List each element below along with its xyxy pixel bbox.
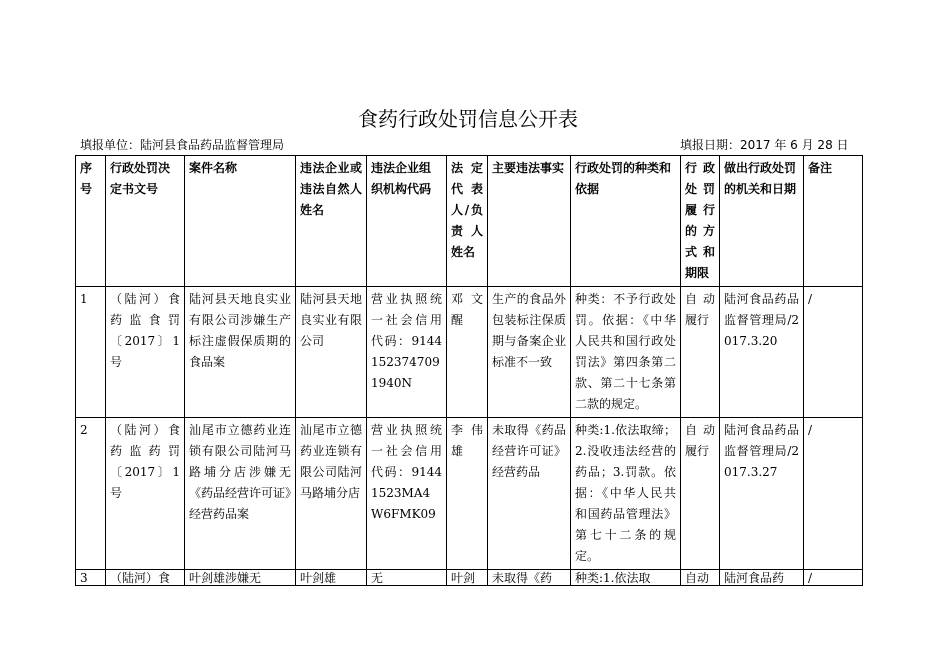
cell-party: 汕尾市立德药业连锁有限公司陆河马路埔分店 <box>296 418 367 570</box>
cell-case: 汕尾市立德药业连锁有限公司陆河马路埔分店涉嫌无《药品经营许可证》经营药品案 <box>185 418 296 570</box>
cell-rep: 邓文醒 <box>447 287 488 418</box>
cell-no: 3 <box>76 570 106 586</box>
header-org-code: 违法企业组织机构代码 <box>367 156 447 287</box>
header-party: 违法企业或违法自然人姓名 <box>296 156 367 287</box>
cell-facts: 未取得《药 <box>488 570 571 586</box>
cell-party: 陆河县天地良实业有限公司 <box>296 287 367 418</box>
cell-rep: 叶剑 <box>447 570 488 586</box>
cell-org-code: 营业执照统一社会信用代码：91441523747091940N <box>367 287 447 418</box>
header-penalty: 行政处罚的种类和依据 <box>571 156 681 287</box>
cell-org-code: 无 <box>367 570 447 586</box>
header-authority: 做出行政处罚的机关和日期 <box>720 156 804 287</box>
cell-remark: / <box>804 418 863 570</box>
cell-doc-no: （陆河）食药监食罚〔2017〕1号 <box>106 287 185 418</box>
cell-doc-no: （陆河）食 <box>106 570 185 586</box>
cell-doc-no: （陆河）食药监药罚〔2017〕1号 <box>106 418 185 570</box>
table-row <box>76 418 863 570</box>
table-header-row <box>76 156 863 287</box>
cell-org-code: 营业执照统一社会信用代码：91441523MA4W6FMK09 <box>367 418 447 570</box>
cell-penalty: 种类：不予行政处罚。依据：《中华人民共和国行政处罚法》第四条第二款、第二十七条第二款的规定。 <box>571 287 681 418</box>
table-row <box>76 570 863 586</box>
cell-facts: 未取得《药品经营许可证》经营药品 <box>488 418 571 570</box>
header-rep: 法定代表人/负责人姓名 <box>447 156 488 287</box>
cell-mode: 自动履行 <box>681 418 720 570</box>
cell-mode: 自动 <box>681 570 720 586</box>
header-facts: 主要违法事实 <box>488 156 571 287</box>
cell-remark: / <box>804 570 863 586</box>
header-case: 案件名称 <box>185 156 296 287</box>
reporting-date: 填报日期：2017 年 6 月 28 日 <box>680 138 849 152</box>
page-title: 食药行政处罚信息公开表 <box>358 107 578 131</box>
cell-no: 2 <box>76 418 106 570</box>
cell-facts: 生产的食品外包装标注保质期与备案企业标准不一致 <box>488 287 571 418</box>
cell-authority: 陆河食品药品监督管理局/2017.3.27 <box>720 418 804 570</box>
header-no: 序号 <box>76 156 106 287</box>
cell-authority: 陆河食品药品监督管理局/2017.3.20 <box>720 287 804 418</box>
header-mode: 行政处罚履行的方式和期限 <box>681 156 720 287</box>
header-remark: 备注 <box>804 156 863 287</box>
header-doc-no: 行政处罚决定书文号 <box>106 156 185 287</box>
cell-case: 叶剑雄涉嫌无 <box>185 570 296 586</box>
cell-rep: 李伟雄 <box>447 418 488 570</box>
cell-remark: / <box>804 287 863 418</box>
cell-authority: 陆河食品药 <box>720 570 804 586</box>
cell-penalty: 种类:1.依法取 <box>571 570 681 586</box>
cell-no: 1 <box>76 287 106 418</box>
cell-case: 陆河县天地良实业有限公司涉嫌生产标注虚假保质期的食品案 <box>185 287 296 418</box>
table-row <box>76 287 863 418</box>
cell-party: 叶剑雄 <box>296 570 367 586</box>
penalty-table <box>75 155 863 586</box>
reporting-unit: 填报单位：陆河县食品药品监督管理局 <box>80 138 285 152</box>
cell-mode: 自动履行 <box>681 287 720 418</box>
cell-penalty: 种类:1.依法取缔；2.没收违法经营的药品；3.罚款。依据：《中华人民共和国药品管理法》第七十二条的规定。 <box>571 418 681 570</box>
